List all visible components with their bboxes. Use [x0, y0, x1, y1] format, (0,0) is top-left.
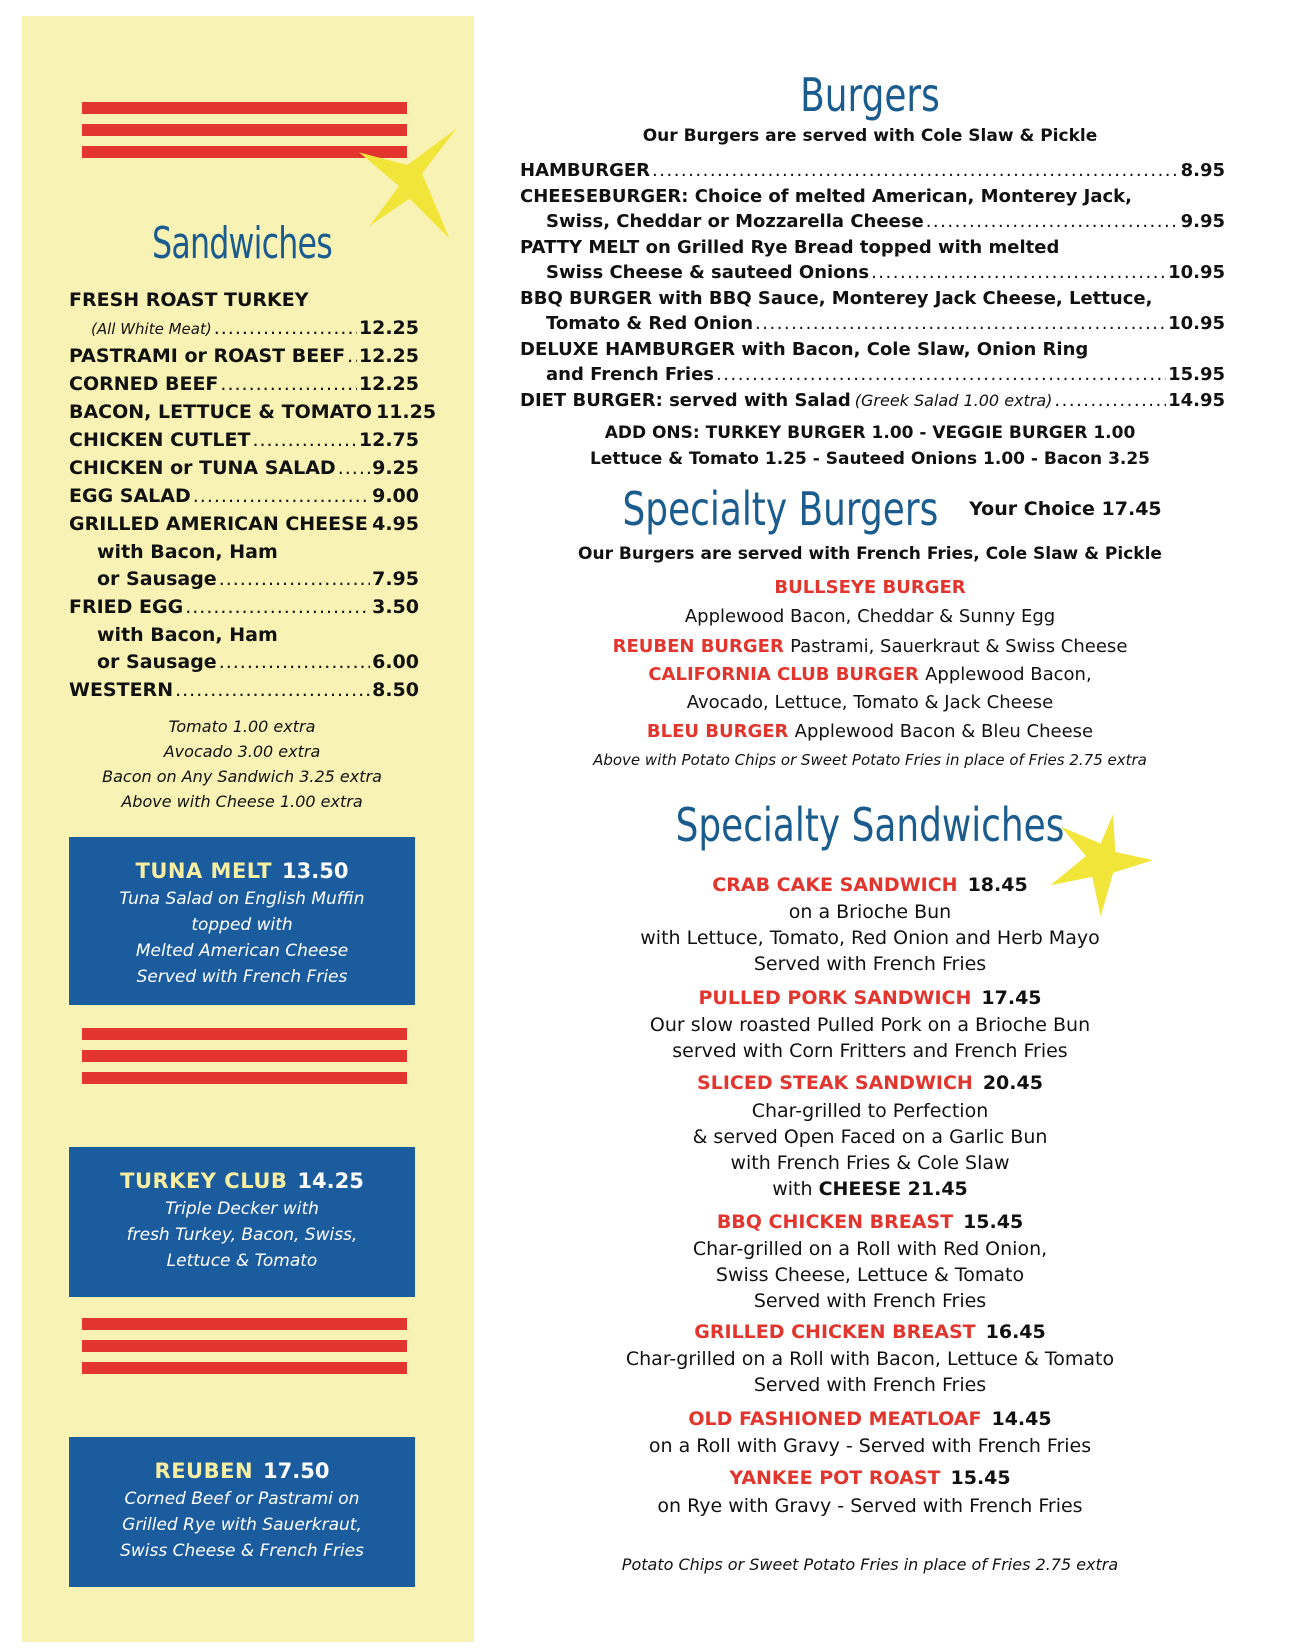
menu-item: REUBEN BURGER Pastrami, Sauerkraut & Swiss Cheese	[612, 636, 1128, 657]
box-line: Served with French Fries	[136, 967, 348, 987]
addons-line: Lettuce & Tomato 1.25 - Sauteed Onions 1.00 - Bacon 3.25	[589, 449, 1151, 469]
extra-note: Tomato 1.00 extra	[168, 717, 316, 736]
menu-item: FRIED EGG ..... 3.50	[69, 596, 419, 624]
menu-item: or Sausage ..... 6.00	[69, 651, 419, 679]
menu-item-description: Char-grilled to Perfection & served Open Faced on a Garlic Bun with French Fries & Cole Slaw with CHEESE 21.45	[692, 1100, 1048, 1200]
menu-item-description: Our slow roasted Pulled Pork on a Brioche Bun served with Corn Fritters and French Fries	[649, 1014, 1091, 1062]
box-price: 14.25	[297, 1169, 364, 1193]
menu-item: OLD FASHIONED MEATLOAF 14.45	[688, 1408, 1052, 1430]
menu-item: PATTY MELT on Grilled Rye Bread topped with melted	[520, 236, 1060, 258]
sandwiches-title: Sandwiches	[152, 218, 332, 269]
menu-item: YANKEE POT ROAST 15.45	[729, 1467, 1011, 1489]
menu-item: BBQ CHICKEN BREAST 15.45	[716, 1211, 1024, 1233]
box-title: TURKEY CLUB	[120, 1169, 288, 1193]
specialty-burgers-title: Specialty Burgers	[622, 482, 939, 536]
menu-item: WESTERN ..... 8.50	[69, 679, 419, 707]
menu-item: CALIFORNIA CLUB BURGER Applewood Bacon,	[648, 664, 1092, 685]
menu-item: BULLSEYE BURGER	[774, 577, 966, 598]
menu-item: Tomato & Red Onion ..... 10.95	[520, 313, 1225, 339]
menu-item: Swiss, Cheddar or Mozzarella Cheese ..... 9.95	[520, 211, 1225, 237]
specialty-burgers-subtitle: Our Burgers are served with French Fries, Cole Slaw & Pickle	[578, 544, 1162, 564]
menu-item: DELUXE HAMBURGER with Bacon, Cole Slaw, Onion Ring	[520, 338, 1089, 360]
box-line: topped with	[191, 915, 293, 935]
menu-item: FRESH ROAST TURKEY	[69, 289, 309, 311]
menu-item: BACON, LETTUCE & TOMATO 11.25	[69, 401, 437, 423]
burger-addons	[510, 420, 1230, 472]
menu-item: CORNED BEEF ..... 12.25	[69, 373, 419, 401]
specialty-sandwiches-note: Potato Chips or Sweet Potato Fries in place of Fries 2.75 extra	[621, 1555, 1119, 1574]
box-price: 13.50	[282, 859, 349, 883]
burgers-subtitle: Our Burgers are served with Cole Slaw & Pickle	[642, 126, 1098, 146]
box-line: fresh Turkey, Bacon, Swiss,	[126, 1225, 358, 1245]
menu-item: PASTRAMI or ROAST BEEF ..... 12.25	[69, 345, 419, 373]
menu-item-description: Char-grilled on a Roll with Bacon, Lettuce & Tomato Served with French Fries	[625, 1348, 1115, 1396]
reuben-box	[69, 1437, 415, 1587]
sandwich-list	[69, 289, 437, 707]
red-stripes-decoration	[82, 1028, 407, 1094]
menu-item: CHEESEBURGER: Choice of melted American, Monterey Jack,	[520, 185, 1132, 207]
menu-item: (All White Meat) ..... 12.25	[69, 317, 419, 345]
sandwich-extras	[22, 714, 462, 814]
addons-line: ADD ONS: TURKEY BURGER 1.00 - VEGGIE BURGER 1.00	[604, 423, 1136, 443]
menu-item: BLEU BURGER Applewood Bacon & Bleu Cheese	[646, 721, 1094, 742]
menu-item: GRILLED CHICKEN BREAST 16.45	[694, 1321, 1046, 1343]
menu-item: CHICKEN or TUNA SALAD ..... 9.25	[69, 457, 419, 485]
burgers-title: Burgers	[800, 68, 940, 122]
box-title: REUBEN	[154, 1459, 254, 1483]
menu-item: CHICKEN CUTLET ..... 12.75	[69, 429, 419, 457]
box-line: Lettuce & Tomato	[166, 1251, 318, 1271]
box-line: Melted American Cheese	[135, 941, 349, 961]
box-line: Triple Decker with	[165, 1199, 319, 1219]
box-line: Tuna Salad on English Muffin	[119, 889, 365, 909]
menu-item-description: Char-grilled on a Roll with Red Onion, Swiss Cheese, Lettuce & Tomato Served with French Fries	[692, 1238, 1048, 1312]
menu-item-description: on Rye with Gravy - Served with French Fries	[657, 1495, 1083, 1517]
turkey-club-box	[69, 1147, 415, 1297]
box-line: Corned Beef or Pastrami on	[124, 1489, 360, 1509]
menu-item: Swiss Cheese & sauteed Onions ..... 10.95	[520, 262, 1225, 288]
menu-item: GRILLED AMERICAN CHEESE ..... 4.95	[69, 513, 419, 541]
menu-item: PULLED PORK SANDWICH 17.45	[698, 987, 1042, 1009]
menu-item-description: on a Roll with Gravy - Served with French Fries	[648, 1435, 1092, 1457]
menu-item: DIET BURGER: served with Salad (Greek Salad 1.00 extra) ..... 14.95	[520, 390, 1225, 416]
menu-item: CRAB CAKE SANDWICH 18.45	[712, 874, 1028, 896]
menu-item-description: Applewood Bacon, Cheddar & Sunny Egg	[684, 606, 1056, 627]
menu-item: SLICED STEAK SANDWICH 20.45	[697, 1072, 1043, 1094]
menu-item: EGG SALAD ..... 9.00	[69, 485, 419, 513]
specialty-burgers-header	[510, 482, 1230, 536]
extra-note: Bacon on Any Sandwich 3.25 extra	[102, 767, 382, 786]
extra-note: Above with Cheese 1.00 extra	[121, 792, 363, 811]
menu-item-description: Avocado, Lettuce, Tomato & Jack Cheese	[686, 692, 1054, 713]
menu-item: with Bacon, Ham	[97, 541, 278, 563]
box-title: TUNA MELT	[135, 859, 273, 883]
menu-item: and French Fries ..... 15.95	[520, 364, 1225, 390]
menu-item: BBQ BURGER with BBQ Sauce, Monterey Jack Cheese, Lettuce,	[520, 287, 1153, 309]
specialty-burgers-price: Your Choice 17.45	[969, 498, 1162, 520]
menu-item: HAMBURGER ..... 8.95	[520, 160, 1225, 186]
menu-item: or Sausage ..... 7.95	[69, 568, 419, 596]
red-stripes-decoration	[82, 1318, 407, 1384]
box-line: Grilled Rye with Sauerkraut,	[122, 1515, 362, 1535]
menu-item: with Bacon, Ham	[97, 624, 278, 646]
extra-note: Avocado 3.00 extra	[163, 742, 321, 761]
tuna-melt-box	[69, 837, 415, 1005]
menu-item-description: on a Brioche Bun with Lettuce, Tomato, Red Onion and Herb Mayo Served with French Fries	[640, 901, 1100, 975]
box-price: 17.50	[263, 1459, 330, 1483]
sandwich-panel	[22, 16, 474, 1642]
box-line: Swiss Cheese & French Fries	[120, 1541, 364, 1561]
right-menu-column	[510, 0, 1280, 1651]
specialty-sandwiches-title: Specialty Sandwiches	[675, 798, 1065, 852]
burger-list	[520, 160, 1225, 415]
specialty-burgers-note: Above with Potato Chips or Sweet Potato Fries in place of Fries 2.75 extra	[593, 751, 1147, 769]
